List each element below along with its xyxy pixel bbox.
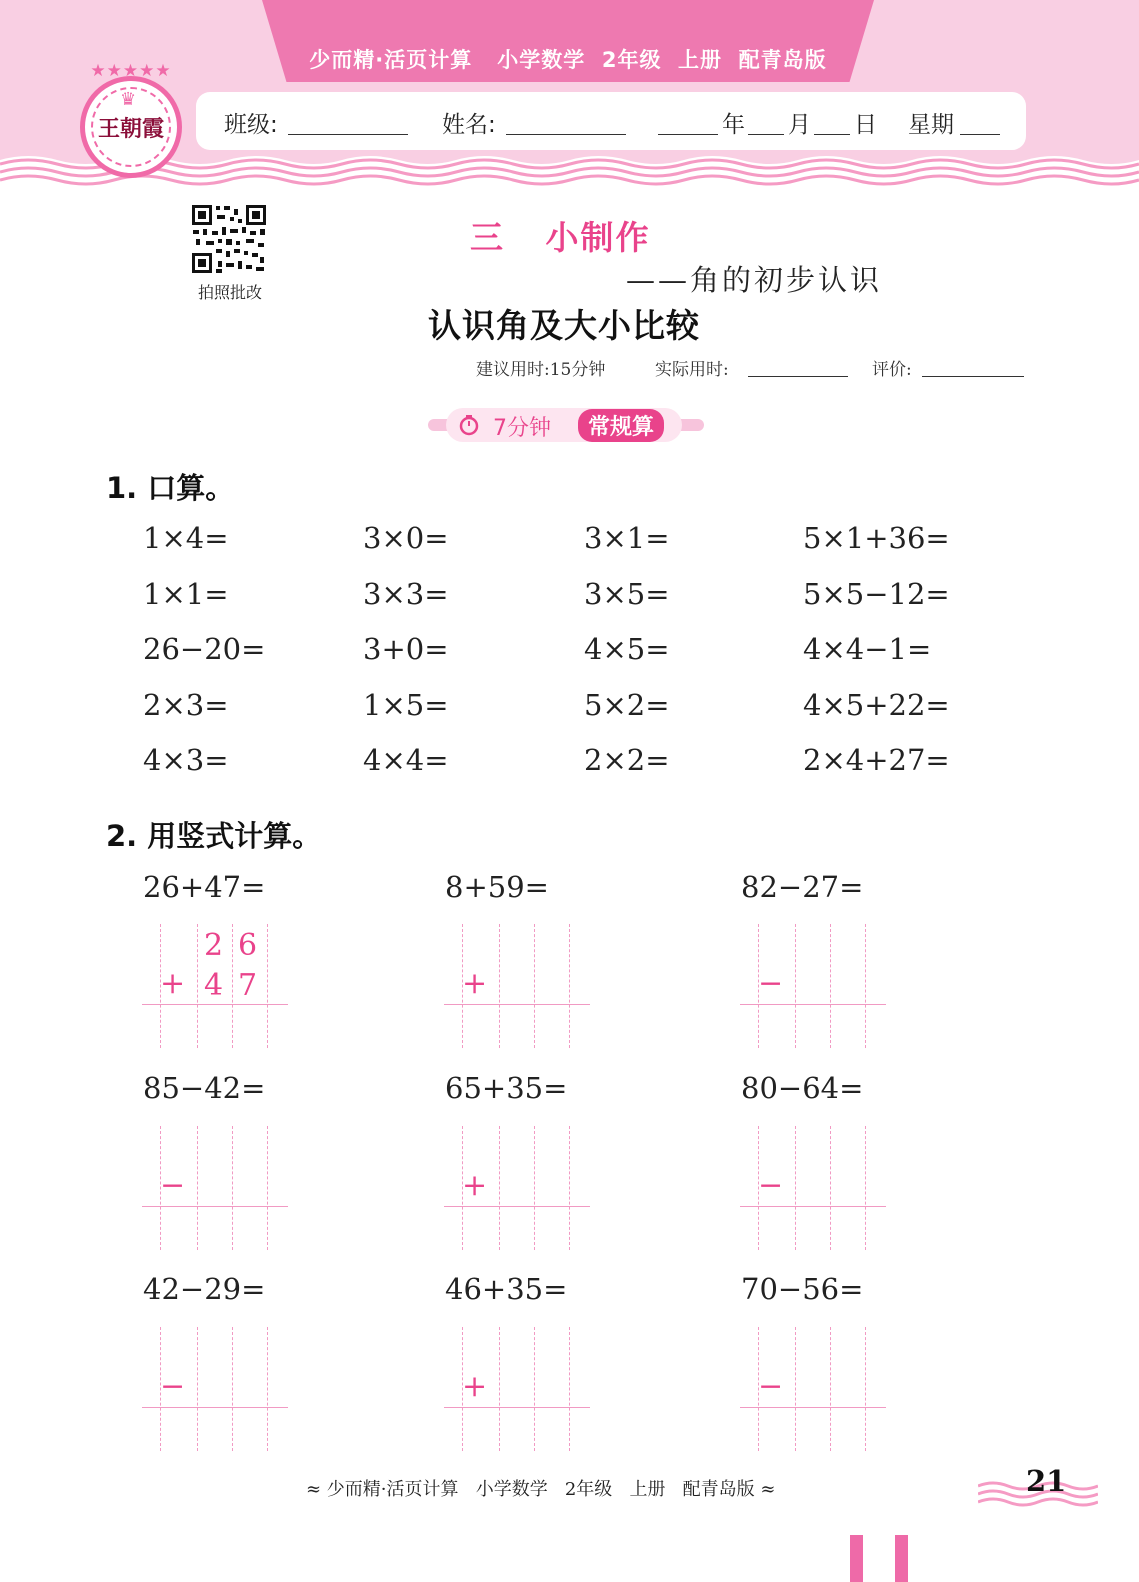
year-field[interactable] xyxy=(658,134,718,135)
operator: + xyxy=(462,1168,488,1203)
vertical-grid[interactable] xyxy=(740,1327,886,1451)
edge-bar xyxy=(850,1535,863,1582)
weekday-label: 星期 xyxy=(908,112,954,138)
vertical-problem-expr: 26+47= xyxy=(143,870,266,904)
class-field[interactable] xyxy=(288,134,408,135)
vertical-grid[interactable] xyxy=(142,1126,288,1250)
vertical-grid[interactable] xyxy=(444,924,590,1048)
brand-logo xyxy=(80,61,182,178)
q1-heading: 1. 口算。 xyxy=(106,471,235,505)
vertical-grid[interactable] xyxy=(740,1126,886,1250)
vertical-problem-expr: 46+35= xyxy=(445,1272,568,1306)
oral-item: 3+0= xyxy=(363,632,449,666)
oral-item: 2×4+27= xyxy=(803,743,950,777)
page-number: 21 xyxy=(1026,1464,1067,1498)
vertical-grid[interactable] xyxy=(444,1327,590,1451)
digit: 4 xyxy=(204,968,224,1003)
actual-time-field[interactable] xyxy=(748,376,848,377)
day-label: 日 xyxy=(854,112,877,138)
oral-item: 1×1= xyxy=(143,577,229,611)
vertical-grid[interactable] xyxy=(740,924,886,1048)
unit-title: 三 小制作 xyxy=(470,218,651,257)
oral-item: 1×5= xyxy=(363,688,449,722)
digit: 7 xyxy=(238,968,258,1003)
vertical-problem-expr: 82−27= xyxy=(741,870,864,904)
qr-caption: 拍照批改 xyxy=(197,283,262,302)
operator: + xyxy=(462,1369,488,1404)
operator: − xyxy=(160,1369,186,1404)
banner-time: 7分钟 xyxy=(493,416,551,441)
oral-item: 3×1= xyxy=(584,521,670,555)
vertical-problem-expr: 8+59= xyxy=(445,870,549,904)
oral-item: 2×3= xyxy=(143,688,229,722)
vertical-problem-expr: 70−56= xyxy=(741,1272,864,1306)
rating-label: 评价: xyxy=(872,360,912,380)
oral-item: 5×2= xyxy=(584,688,670,722)
footer-text: ≈ 少而精·活页计算 小学数学 2年级 上册 配青岛版 ≈ xyxy=(306,1479,776,1500)
brand-name: 王朝霞 xyxy=(97,116,164,142)
qr-code-icon[interactable] xyxy=(190,203,268,275)
month-label: 月 xyxy=(788,112,811,138)
operator: − xyxy=(758,1369,784,1404)
vertical-problem-expr: 42−29= xyxy=(143,1272,266,1306)
vertical-grid[interactable] xyxy=(142,924,288,1048)
series-title: 少而精·活页计算 小学数学 2年级 上册 配青岛版 xyxy=(309,48,827,72)
year-label: 年 xyxy=(722,112,745,138)
lesson-title: 认识角及大小比较 xyxy=(428,306,700,345)
weekday-field[interactable] xyxy=(960,134,1000,135)
crown-icon: ♛ xyxy=(120,89,137,110)
operator: − xyxy=(160,1168,186,1203)
month-field[interactable] xyxy=(748,134,784,135)
rating-field[interactable] xyxy=(922,376,1024,377)
oral-item: 2×2= xyxy=(584,743,670,777)
oral-item: 4×5= xyxy=(584,632,670,666)
suggested-time: 建议用时:15分钟 xyxy=(476,360,606,380)
operator: + xyxy=(160,966,186,1001)
oral-item: 1×4= xyxy=(143,521,229,555)
edge-bar xyxy=(895,1535,908,1582)
oral-item: 3×5= xyxy=(584,577,670,611)
vertical-grid[interactable] xyxy=(142,1327,288,1451)
oral-item: 3×3= xyxy=(363,577,449,611)
name-field[interactable] xyxy=(506,134,626,135)
vertical-problem-expr: 80−64= xyxy=(741,1071,864,1105)
vertical-grid[interactable] xyxy=(444,1126,590,1250)
day-field[interactable] xyxy=(814,134,850,135)
vertical-problem-expr: 65+35= xyxy=(445,1071,568,1105)
banner-badge: 常规算 xyxy=(578,409,664,442)
stopwatch-icon xyxy=(458,414,480,436)
oral-item: 4×4= xyxy=(363,743,449,777)
oral-item: 26−20= xyxy=(143,632,266,666)
actual-time-label: 实际用时: xyxy=(655,360,729,380)
operator: − xyxy=(758,966,784,1001)
student-info-box xyxy=(196,92,1026,150)
oral-item: 5×5−12= xyxy=(803,577,950,611)
oral-item: 4×4−1= xyxy=(803,632,932,666)
digit: 2 xyxy=(204,928,224,963)
vertical-problem-expr: 85−42= xyxy=(143,1071,266,1105)
digit: 6 xyxy=(238,928,258,963)
name-label: 姓名: xyxy=(442,112,496,138)
class-label: 班级: xyxy=(224,112,278,138)
oral-item: 4×5+22= xyxy=(803,688,950,722)
oral-item: 5×1+36= xyxy=(803,521,950,555)
oral-item: 4×3= xyxy=(143,743,229,777)
operator: − xyxy=(758,1168,784,1203)
oral-item: 3×0= xyxy=(363,521,449,555)
q2-heading: 2. 用竖式计算。 xyxy=(106,819,322,853)
unit-subtitle: ——角的初步认识 xyxy=(626,263,883,297)
stars-icon: ★★★★★ xyxy=(90,61,172,81)
operator: + xyxy=(462,966,488,1001)
